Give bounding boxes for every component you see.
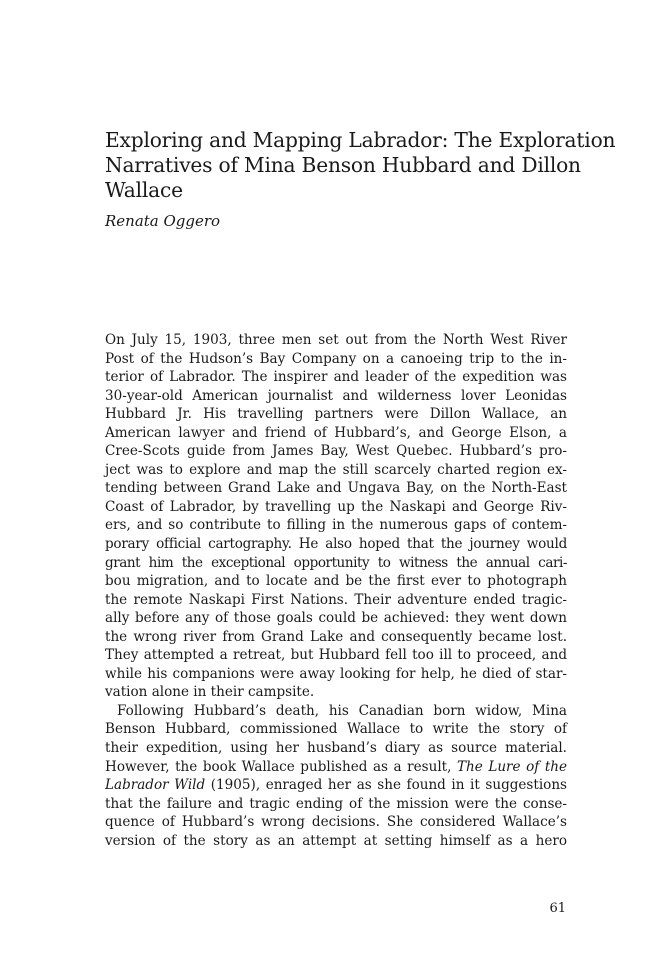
text-line: Post of the Hudson’s Bay Company on a canoeing trip to the in- [105, 350, 567, 367]
author-name: Renata Oggero [105, 212, 221, 230]
text-line: On July 15, 1903, three men set out from the North West River [105, 332, 567, 348]
page-number: 61 [549, 901, 566, 916]
text-line: the wrong river from Grand Lake and consequently became lost. [105, 628, 567, 645]
text-line: Benson Hubbard, commissioned Wallace to write the story of [105, 721, 567, 738]
text-line: Coast of Labrador, by travelling up the Naskapi and George Riv- [105, 498, 567, 515]
text-segment: However, the book Wallace published as a result, [105, 758, 452, 775]
title-line: Narratives of Mina Benson Hubbard and Dillon [105, 153, 581, 177]
text-line: Hubbard Jr. His travelling partners were Dillon Wallace, an [105, 406, 567, 423]
text-line: the remote Naskapi First Nations. Their adventure ended tragic- [105, 591, 567, 608]
text-line: 30-year-old American journalist and wilderness lover Leonidas [105, 387, 567, 404]
book-title: The Lure of the [457, 758, 568, 775]
text-line: quence of Hubbard’s wrong decisions. She considered Wallace’s [105, 814, 567, 831]
title-line: Wallace [105, 178, 183, 202]
book-title: Labrador Wild [105, 777, 206, 794]
text-line: tending between Grand Lake and Ungava Bay, on the North-East [105, 480, 567, 497]
text-line: ject was to explore and map the still scarcely charted region ex- [105, 461, 567, 478]
text-line: Cree-Scots guide from James Bay, West Quebec. Hubbard’s pro- [105, 443, 567, 460]
text-line: vation alone in their campsite. [105, 684, 315, 701]
text-line: terior of Labrador. The inspirer and leader of the expedition was [105, 369, 567, 386]
text-line: bou migration, and to locate and be the first ever to photograph [105, 573, 567, 590]
text-line: Following Hubbard’s death, his Canadian born widow, Mina [117, 702, 567, 719]
text-line: version of the story as an attempt at setting himself as a hero [105, 832, 567, 849]
text-line: their expedition, using her husband’s diary as source material. [105, 740, 567, 757]
body-text [105, 331, 567, 850]
text-line [105, 758, 567, 777]
text-line: that the failure and tragic ending of the mission were the conse- [105, 795, 567, 812]
text-line: ally before any of those goals could be achieved: they went down [105, 610, 567, 627]
text-line: porary official cartography. He also hoped that the journey would [105, 536, 567, 553]
text-line [105, 776, 567, 795]
text-line: while his companions were away looking for help, he died of star- [105, 665, 567, 682]
text-line: American lawyer and friend of Hubbard’s, and George Elson, a [105, 424, 567, 441]
text-line: grant him the exceptional opportunity to witness the annual cari- [105, 554, 567, 571]
title-line: Exploring and Mapping Labrador: The Exploration [105, 128, 616, 152]
text-line: ers, and so contribute to filling in the numerous gaps of contem- [105, 517, 567, 534]
text-segment: (1905), enraged her as she found in it suggestions [205, 777, 567, 794]
article-title [105, 128, 616, 203]
text-line: They attempted a retreat, but Hubbard fell too ill to proceed, and [105, 647, 567, 664]
